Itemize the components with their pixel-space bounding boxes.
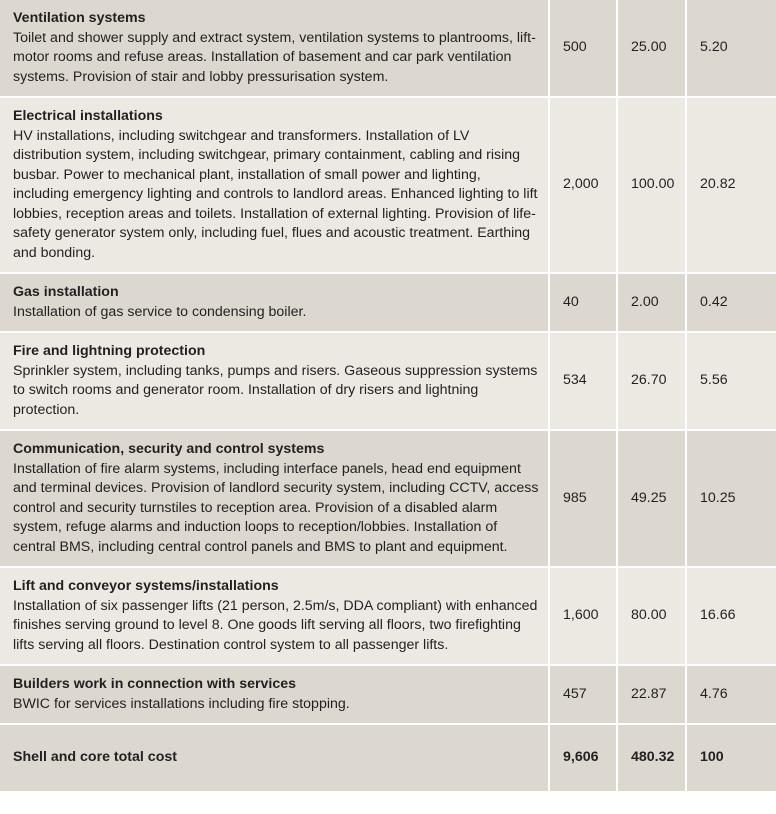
cell-value-3: 16.66 <box>686 567 776 665</box>
cell-value-2: 100.00 <box>617 97 686 273</box>
total-value-3: 100 <box>686 724 776 792</box>
cell-value-1: 985 <box>549 430 617 567</box>
cell-value-3: 10.25 <box>686 430 776 567</box>
cell-value-1: 457 <box>549 665 617 724</box>
cell-value-1: 2,000 <box>549 97 617 273</box>
table-row <box>0 665 776 724</box>
row-body: Installation of fire alarm systems, including interface panels, head end equipment and terminal devices. Provision of landlord security system, including CCTV, access control and security turnstiles to reception area. Provision of a disabled alarm system, refuge alarms and induction loops to reception/lobbies. Installation of central BMS, including central control panels and BMS to plant and equipment. <box>13 460 539 555</box>
row-description <box>0 332 549 430</box>
row-title: Builders work in connection with services <box>13 676 297 692</box>
cell-value-2: 2.00 <box>617 273 686 332</box>
row-description <box>0 430 549 567</box>
total-value-2: 480.32 <box>617 724 686 792</box>
table-row <box>0 567 776 665</box>
cell-value-3: 0.42 <box>686 273 776 332</box>
row-title: Electrical installations <box>13 108 163 124</box>
total-value-1: 9,606 <box>549 724 617 792</box>
row-description <box>0 665 549 724</box>
cell-value-2: 22.87 <box>617 665 686 724</box>
row-description <box>0 567 549 665</box>
cell-value-2: 80.00 <box>617 567 686 665</box>
row-title: Ventilation systems <box>13 10 146 26</box>
row-body: HV installations, including switchgear and transformers. Installation of LV distribution system, including switchgear, primary containment, cabling and rising busbar. Power to mechanical plant, installation of small power and lighting, including emergency lighting and controls to landlord areas. Enhanced lighting to lift lobbies, reception areas and toilets. Installation of external lighting. Provision of life-safety generator system only, including fuel, flues and acoustic treatment. Earthing and bonding. <box>13 127 538 261</box>
row-body: Installation of six passenger lifts (21 person, 2.5m/s, DDA compliant) with enhanced finishes serving ground to level 8. One goods lift serving all floors, two firefighting lifts serving all floors. Destination control system to all passenger lifts. <box>13 597 538 653</box>
cell-value-2: 26.70 <box>617 332 686 430</box>
total-row <box>0 724 776 792</box>
row-description <box>0 97 549 273</box>
cell-value-1: 500 <box>549 0 617 97</box>
row-title: Lift and conveyor systems/installations <box>13 578 279 594</box>
cell-value-3: 20.82 <box>686 97 776 273</box>
cell-value-2: 49.25 <box>617 430 686 567</box>
cell-value-2: 25.00 <box>617 0 686 97</box>
row-body: Sprinkler system, including tanks, pumps and risers. Gaseous suppression systems to switch rooms and generator room. Installation of dry risers and lightning protection. <box>13 362 538 418</box>
row-title: Communication, security and control systems <box>13 441 325 457</box>
row-body: Toilet and shower supply and extract system, ventilation systems to plantrooms, lift-motor rooms and refuse areas. Installation of basement and car park ventilation systems. Provision of stair and lobby pressurisation system. <box>13 29 536 85</box>
cell-value-1: 534 <box>549 332 617 430</box>
cell-value-3: 4.76 <box>686 665 776 724</box>
row-description <box>0 273 549 332</box>
table-row <box>0 273 776 332</box>
cell-value-3: 5.56 <box>686 332 776 430</box>
table-row <box>0 0 776 97</box>
cell-value-1: 1,600 <box>549 567 617 665</box>
table-row <box>0 332 776 430</box>
row-description <box>0 0 549 97</box>
row-title: Gas installation <box>13 284 119 300</box>
table-row <box>0 97 776 273</box>
row-title: Fire and lightning protection <box>13 343 206 359</box>
row-body: BWIC for services installations including fire stopping. <box>13 695 350 712</box>
cell-value-1: 40 <box>549 273 617 332</box>
cell-value-3: 5.20 <box>686 0 776 97</box>
table-row <box>0 430 776 567</box>
row-body: Installation of gas service to condensing boiler. <box>13 303 307 320</box>
total-label: Shell and core total cost <box>0 724 549 792</box>
